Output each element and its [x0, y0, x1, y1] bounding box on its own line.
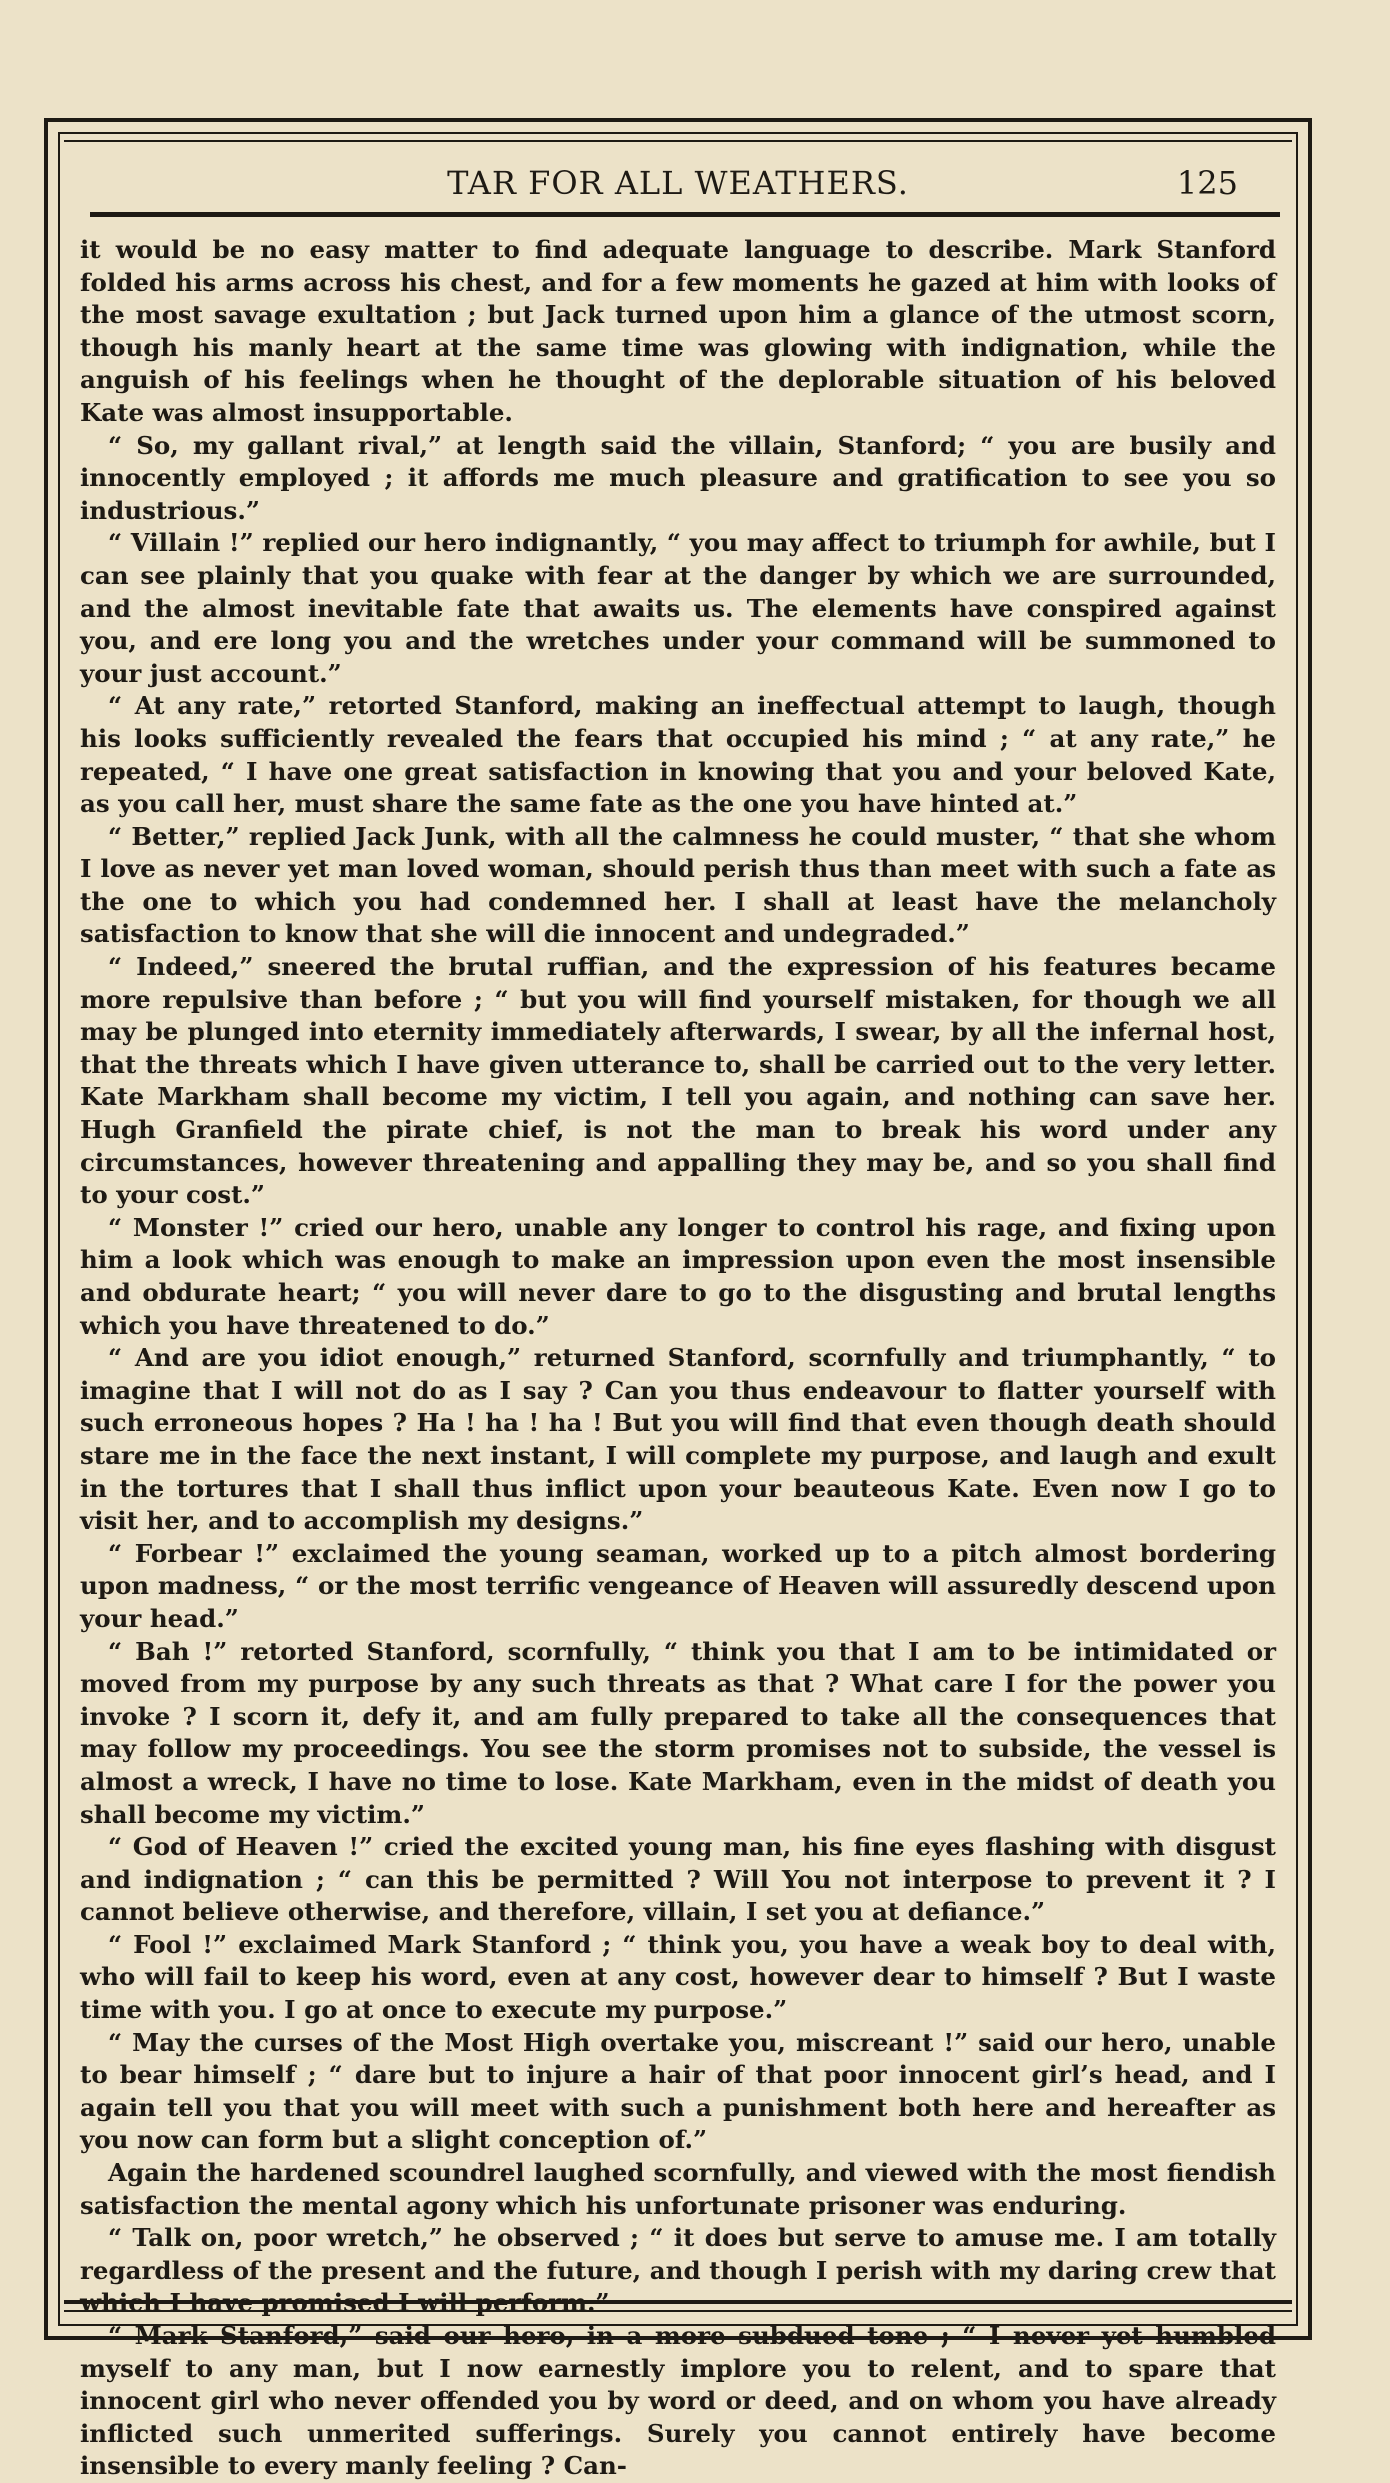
running-title: TAR FOR ALL WEATHERS.: [447, 164, 909, 202]
paragraph: “ And are you idiot enough,” returned Stanford, scornfully and triumphantly, “ to imagine that I will not do as I say ? Can you thus endeavour to flatter yourself with such erroneous hopes ? Ha ! ha ! ha ! But you will find that even though death should stare me in the face the next instant, I will complete my purpose, and laugh and exult in the tortures that I shall thus inflict upon your beauteous Kate. Even now I go to visit her, and to accomplish my designs.”: [80, 1343, 1276, 1536]
paragraph: “ Bah !” retorted Stanford, scornfully, “ think you that I am to be intimidated or moved from my purpose by any such threats as that ? What care I for the power you invoke ? I scorn it, defy it, and am fully prepared to take all the consequences that may follow my proceedings. You see the storm promises not to subside, the vessel is almost a wreck, I have no time to lose. Kate Markham, even in the midst of death you shall become my victim.”: [80, 1636, 1276, 1829]
paragraph: “ Forbear !” exclaimed the young seaman, worked up to a pitch almost bordering upon madness, “ or the most terrific vengeance of Heaven will assuredly descend upon your head.”: [80, 1538, 1276, 1633]
paragraph: “ Indeed,” sneered the brutal ruffian, and the expression of his features became more repulsive than before ; “ but you will find yourself mistaken, for though we all may be plunged into eternity immediately afterwards, I swear, by all the infernal host, that the threats which I have given utterance to, shall be carried out to the very letter. Kate Markham shall become my victim, I tell you again, and nothing can save her. Hugh Granfield the pirate chief, is not the man to break his word under any circumstances, however threatening and appalling they may be, and so you shall find to your cost.”: [80, 952, 1276, 1210]
body-text: [80, 234, 1276, 2483]
running-header: [64, 160, 1292, 208]
paragraph: “ Mark Stanford,” said our hero, in a more subdued tone ; “ I never yet humbled myself to any man, but I now earnestly implore you to relent, and to spare that innocent girl who never offended you by word or deed, and on whom you have already inflicted such unmerited sufferings. Surely you cannot entirely have become insensible to every manly feeling ? Can-: [80, 2321, 1276, 2481]
footer-rule: [64, 2300, 1292, 2304]
paragraph: “ Villain !” replied our hero indignantly, “ you may affect to triumph for awhile, but I can see plainly that you quake with fear at the danger by which we are surrounded, and the almost inevitable fate that awaits us. The elements have conspired against you, and ere long you and the wretches under your command will be summoned to your just account.”: [80, 528, 1276, 688]
top-rule: [64, 140, 1292, 142]
paragraph: “ God of Heaven !” cried the excited young man, his fine eyes flashing with disgust and indignation ; “ can this be permitted ? Will You not interpose to prevent it ? I cannot believe otherwise, and therefore, villain, I set you at defiance.”: [80, 1832, 1276, 1927]
paragraph: “ At any rate,” retorted Stanford, making an ineffectual attempt to laugh, though his looks sufficiently revealed the fears that occupied his mind ; “ at any rate,” he repeated, “ I have one great satisfaction in knowing that you and your beloved Kate, as you call her, must share the same fate as the one you have hinted at.”: [80, 691, 1276, 819]
paragraph: “ Fool !” exclaimed Mark Stanford ; “ think you, you have a weak boy to deal with, who will fail to keep his word, even at any cost, however dear to himself ? But I waste time with you. I go at once to execute my purpose.”: [80, 1929, 1276, 2025]
paragraph: “ Talk on, poor wretch,” he observed ; “ it does but serve to amuse me. I am totally regardless of the present and the future, and though I perish with my daring crew that: [80, 2223, 1276, 2285]
header-rule: [90, 212, 1280, 217]
paragraph: “ Better,” replied Jack Junk, with all the calmness he could muster, “ that she whom I love as never yet man loved woman, should perish thus than meet with such a fate as the one to which you had condemned her. I shall at least have the melancholy satisfaction to know that she will die innocent and undegraded.”: [80, 821, 1276, 949]
paragraph: it would be no easy matter to find adequate language to describe. Mark Stanford folded his arms across his chest, and for a few moments he gazed at him with looks of the most savage exultation ; but Jack turned upon him a glance of the utmost scorn, though his manly heart at the same time was glowing with indignation, while the anguish of his feelings when he thought of the deplorable situation of his beloved Kate was almost insupportable.: [80, 235, 1276, 427]
paragraph: “ Monster !” cried our hero, unable any longer to control his rage, and fixing upon him a look which was enough to make an impression upon even the most insensible and obdurate heart; “ you will never dare to go to the disgusting and brutal lengths which you have threatened to do.”: [80, 1212, 1276, 1340]
footer-rule-thin: [64, 2310, 1292, 2312]
paragraph: Again the hardened scoundrel laughed scornfully, and viewed with the most fiendish satisfaction the mental agony which his unfortunate prisoner was enduring.: [80, 2158, 1276, 2220]
page-number: 125: [1176, 164, 1238, 202]
paragraph: “ So, my gallant rival,” at length said the villain, Stanford; “ you are busily and innocently employed ; it affords me much pleasure and gratification to see you so industrious.”: [80, 430, 1276, 525]
paragraph: “ May the curses of the Most High overtake you, miscreant !” said our hero, unable to bear himself ; “ dare but to injure a hair of that poor innocent girl’s head, and I again tell you that you will meet with such a punishment both here and hereafter as you now can form but a slight conception of.”: [80, 2027, 1276, 2155]
